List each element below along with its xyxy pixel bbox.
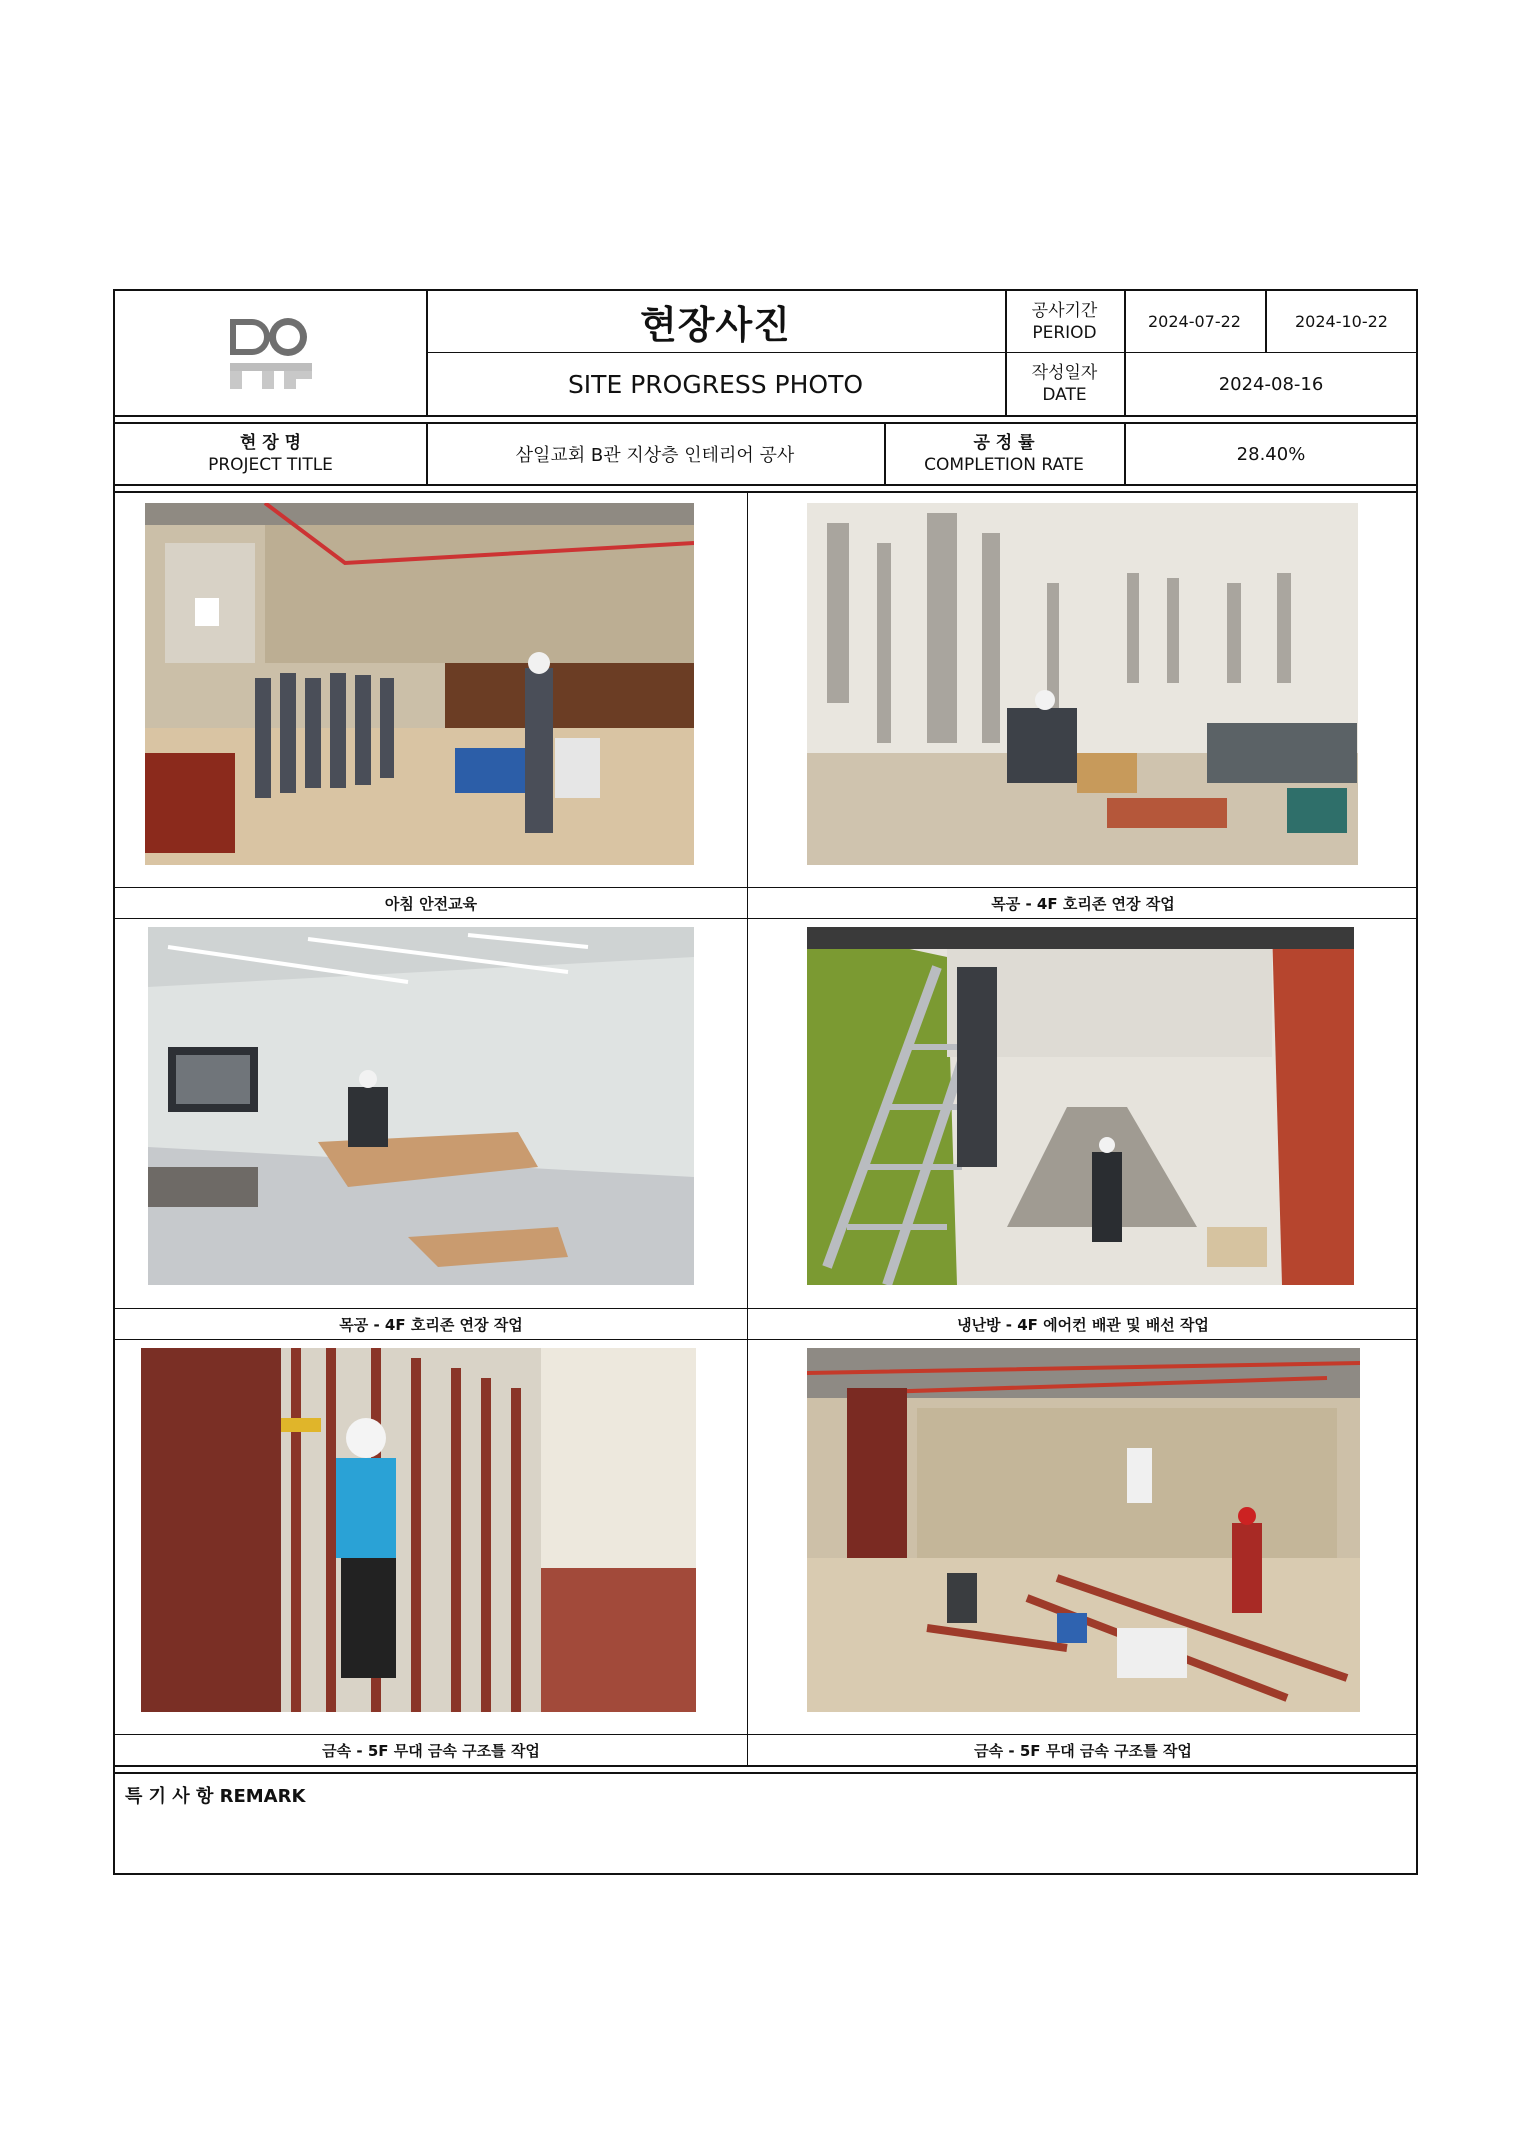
- photo-caption: 아침 안전교육: [384, 894, 478, 913]
- period-end: 2024-10-22: [1295, 312, 1388, 331]
- photo-caption: 냉난방 - 4F 에어컨 배관 및 배선 작업: [957, 1315, 1209, 1334]
- divider: [747, 492, 748, 1767]
- page-subtitle: SITE PROGRESS PHOTO: [567, 369, 864, 399]
- divider: [115, 491, 1418, 493]
- completion-rate-value: 28.40%: [1236, 443, 1306, 465]
- photo-caption: 목공 - 4F 호리존 연장 작업: [991, 894, 1175, 913]
- period-label-en: PERIOD: [1032, 322, 1097, 343]
- date-label: [1005, 353, 1124, 415]
- photo-2: [807, 503, 1358, 865]
- date-label-en: DATE: [1042, 385, 1087, 405]
- photo-1: [145, 503, 694, 865]
- page-title: 현장사진: [640, 303, 791, 347]
- project-title-label-ko: 현 장 명: [239, 433, 302, 453]
- photo-caption: 금속 - 5F 무대 금속 구조틀 작업: [974, 1741, 1192, 1760]
- divider: [115, 1765, 1418, 1767]
- date-label-ko: 작성일자: [1031, 363, 1098, 383]
- photo-4: [807, 927, 1354, 1285]
- company-logo: [115, 291, 426, 415]
- period-label: [1005, 291, 1124, 352]
- photo-caption: 목공 - 4F 호리존 연장 작업: [339, 1315, 523, 1334]
- project-title-value: 삼일교회 B관 지상층 인테리어 공사: [515, 445, 795, 466]
- photo-caption: 금속 - 5F 무대 금속 구조틀 작업: [322, 1741, 540, 1760]
- date-value: 2024-08-16: [1218, 373, 1324, 395]
- divider: [115, 1339, 1418, 1340]
- period-label-ko: 공사기간: [1031, 300, 1098, 321]
- remark-section: [115, 1774, 1418, 1875]
- completion-rate-label-ko: 공 정 률: [973, 433, 1035, 453]
- completion-rate-label: [884, 424, 1124, 484]
- site-photo-sheet: [113, 289, 1418, 1875]
- divider: [115, 415, 1418, 417]
- project-title-label-en: PROJECT TITLE: [208, 455, 333, 475]
- project-title-label: [115, 424, 426, 484]
- logo-mark-icon: [226, 313, 316, 393]
- completion-rate-label-en: COMPLETION RATE: [924, 455, 1084, 475]
- photo-5: [141, 1348, 696, 1712]
- photo-3: [148, 927, 694, 1285]
- remark-label: 특 기 사 항 REMARK: [125, 1786, 306, 1807]
- photo-6: [807, 1348, 1360, 1712]
- period-start: 2024-07-22: [1148, 312, 1241, 331]
- divider: [115, 484, 1418, 486]
- divider: [115, 918, 1418, 919]
